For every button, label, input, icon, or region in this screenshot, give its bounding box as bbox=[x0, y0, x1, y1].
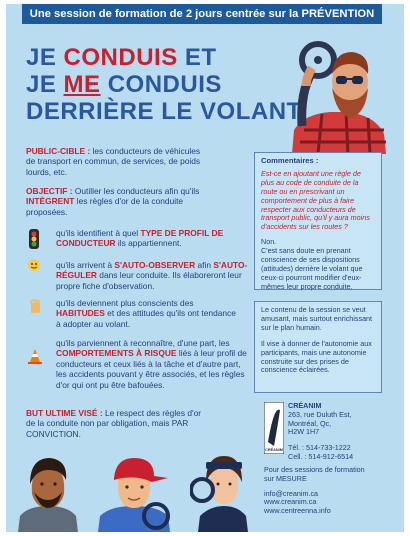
note-paragraph-1: Le contenu de la session se veut amusant, mais surtout enrichissant sur le plan humain. bbox=[261, 305, 373, 332]
phone-number: Tél. : 514-733-1222 bbox=[288, 443, 351, 453]
cell-number: Cell. : 514-912-6514 bbox=[288, 451, 354, 461]
headline-line-3: DERRIÈRE LE VOLANT bbox=[26, 98, 302, 125]
contact-block bbox=[288, 402, 353, 462]
but-ultime: BUT ULTIME VISÉ : Le respect des règles d'or de la conduite non par obligation, mais PAR CONVICTION. bbox=[26, 408, 202, 439]
poster bbox=[6, 4, 404, 532]
website-link[interactable]: www.creanim.ca bbox=[264, 497, 317, 507]
comments-title: Commentaires : bbox=[261, 156, 319, 165]
company-name: CRÉANIM bbox=[288, 401, 322, 410]
top-banner bbox=[22, 4, 382, 24]
address-line-3: H2W 1H7 bbox=[288, 427, 320, 437]
traffic-light-icon bbox=[28, 228, 40, 250]
address-line-1: 263, rue Duluth Est, bbox=[288, 409, 352, 419]
bullet-habitudes: qu'ils deviennent plus conscients des HABITUDES et des attitudes qu'ils ont tendance à adopter au volant. bbox=[56, 298, 236, 329]
sessions-line-2: sur MESURE bbox=[264, 473, 307, 483]
red-cap-driver-illustration bbox=[92, 454, 176, 532]
comments-answer-no: Non. bbox=[261, 237, 277, 247]
banner-text: Une session de formation de 2 jours centrée sur la bbox=[29, 8, 302, 20]
sessions-line-1: Pour des sessions de formation bbox=[264, 465, 365, 474]
sessions-block bbox=[264, 466, 365, 516]
comments-question: Est-ce en ajoutant une règle de plus au code de conduite de la route ou en prescrivant un comportement de plus à faire respecter aux conducteurs de transport public, qu'il y aura moins d'accidents sur les routes ? bbox=[261, 168, 370, 232]
bearded-driver-illustration bbox=[284, 38, 390, 154]
bullet-auto-observer: qu'ils arrivent à S'AUTO-OBSERVER afin S'AUTO-RÉGULER dans leur conduite. Ils élaboreront leur propre fiche d'observation. bbox=[56, 260, 248, 291]
bullet-profil: qu'ils identifient à quel TYPE DE PROFIL DE CONDUCTEUR ils appartiennent. bbox=[56, 228, 224, 249]
website-link-2[interactable]: www.centreenna.info bbox=[264, 506, 331, 516]
banner-text-bold: PRÉVENTION bbox=[301, 8, 375, 20]
headline-line-1: JE CONDUIS ET bbox=[26, 44, 217, 71]
headline-line-2: JE ME CONDUIS bbox=[26, 71, 222, 98]
woman-driver-illustration bbox=[190, 452, 256, 532]
ok-hand-icon bbox=[28, 298, 41, 314]
objectif: OBJECTIF : Outiller les conducteurs afin qu'ils INTÈGRENT les règles d'or de la conduite proposées. bbox=[26, 186, 200, 217]
face-emoji-icon bbox=[27, 258, 41, 272]
address-line-2: Montréal, Qc, bbox=[288, 418, 332, 428]
content-note-box bbox=[254, 301, 382, 393]
email-link[interactable]: info@creanim.ca bbox=[264, 488, 319, 498]
comments-box bbox=[254, 152, 382, 290]
creanim-logo bbox=[264, 402, 284, 454]
bald-driver-illustration bbox=[16, 450, 82, 532]
bullet-comportements: qu'ils parviennent à reconnaître, d'une part, les COMPORTEMENTS À RISQUE liés à leur profil de conducteurs et ceux liés à la tâche et d'autre part, les accidents pouvant y être associés, et les règles d'or qui ont pu être bafouées. bbox=[56, 338, 247, 390]
note-paragraph-2: Il vise à donner de l'autonomie aux participants, mais une autonomie construite sur des prises de conscience éclairées. bbox=[261, 338, 372, 375]
public-cible: PUBLIC-CIBLE : les conducteurs de véhicules de transport en commun, de services, de poids lourds, etc. bbox=[26, 146, 201, 177]
traffic-cone-icon bbox=[28, 348, 42, 364]
comments-answer: C'est sans doute en prenant conscience de ses dispositions (attitudes) derrière le volant que ceux-ci pourront modifier d'eux-mêmes leur propre conduite. bbox=[261, 246, 363, 291]
headline bbox=[26, 44, 302, 125]
logo-text: CRÉANIM bbox=[265, 448, 283, 452]
